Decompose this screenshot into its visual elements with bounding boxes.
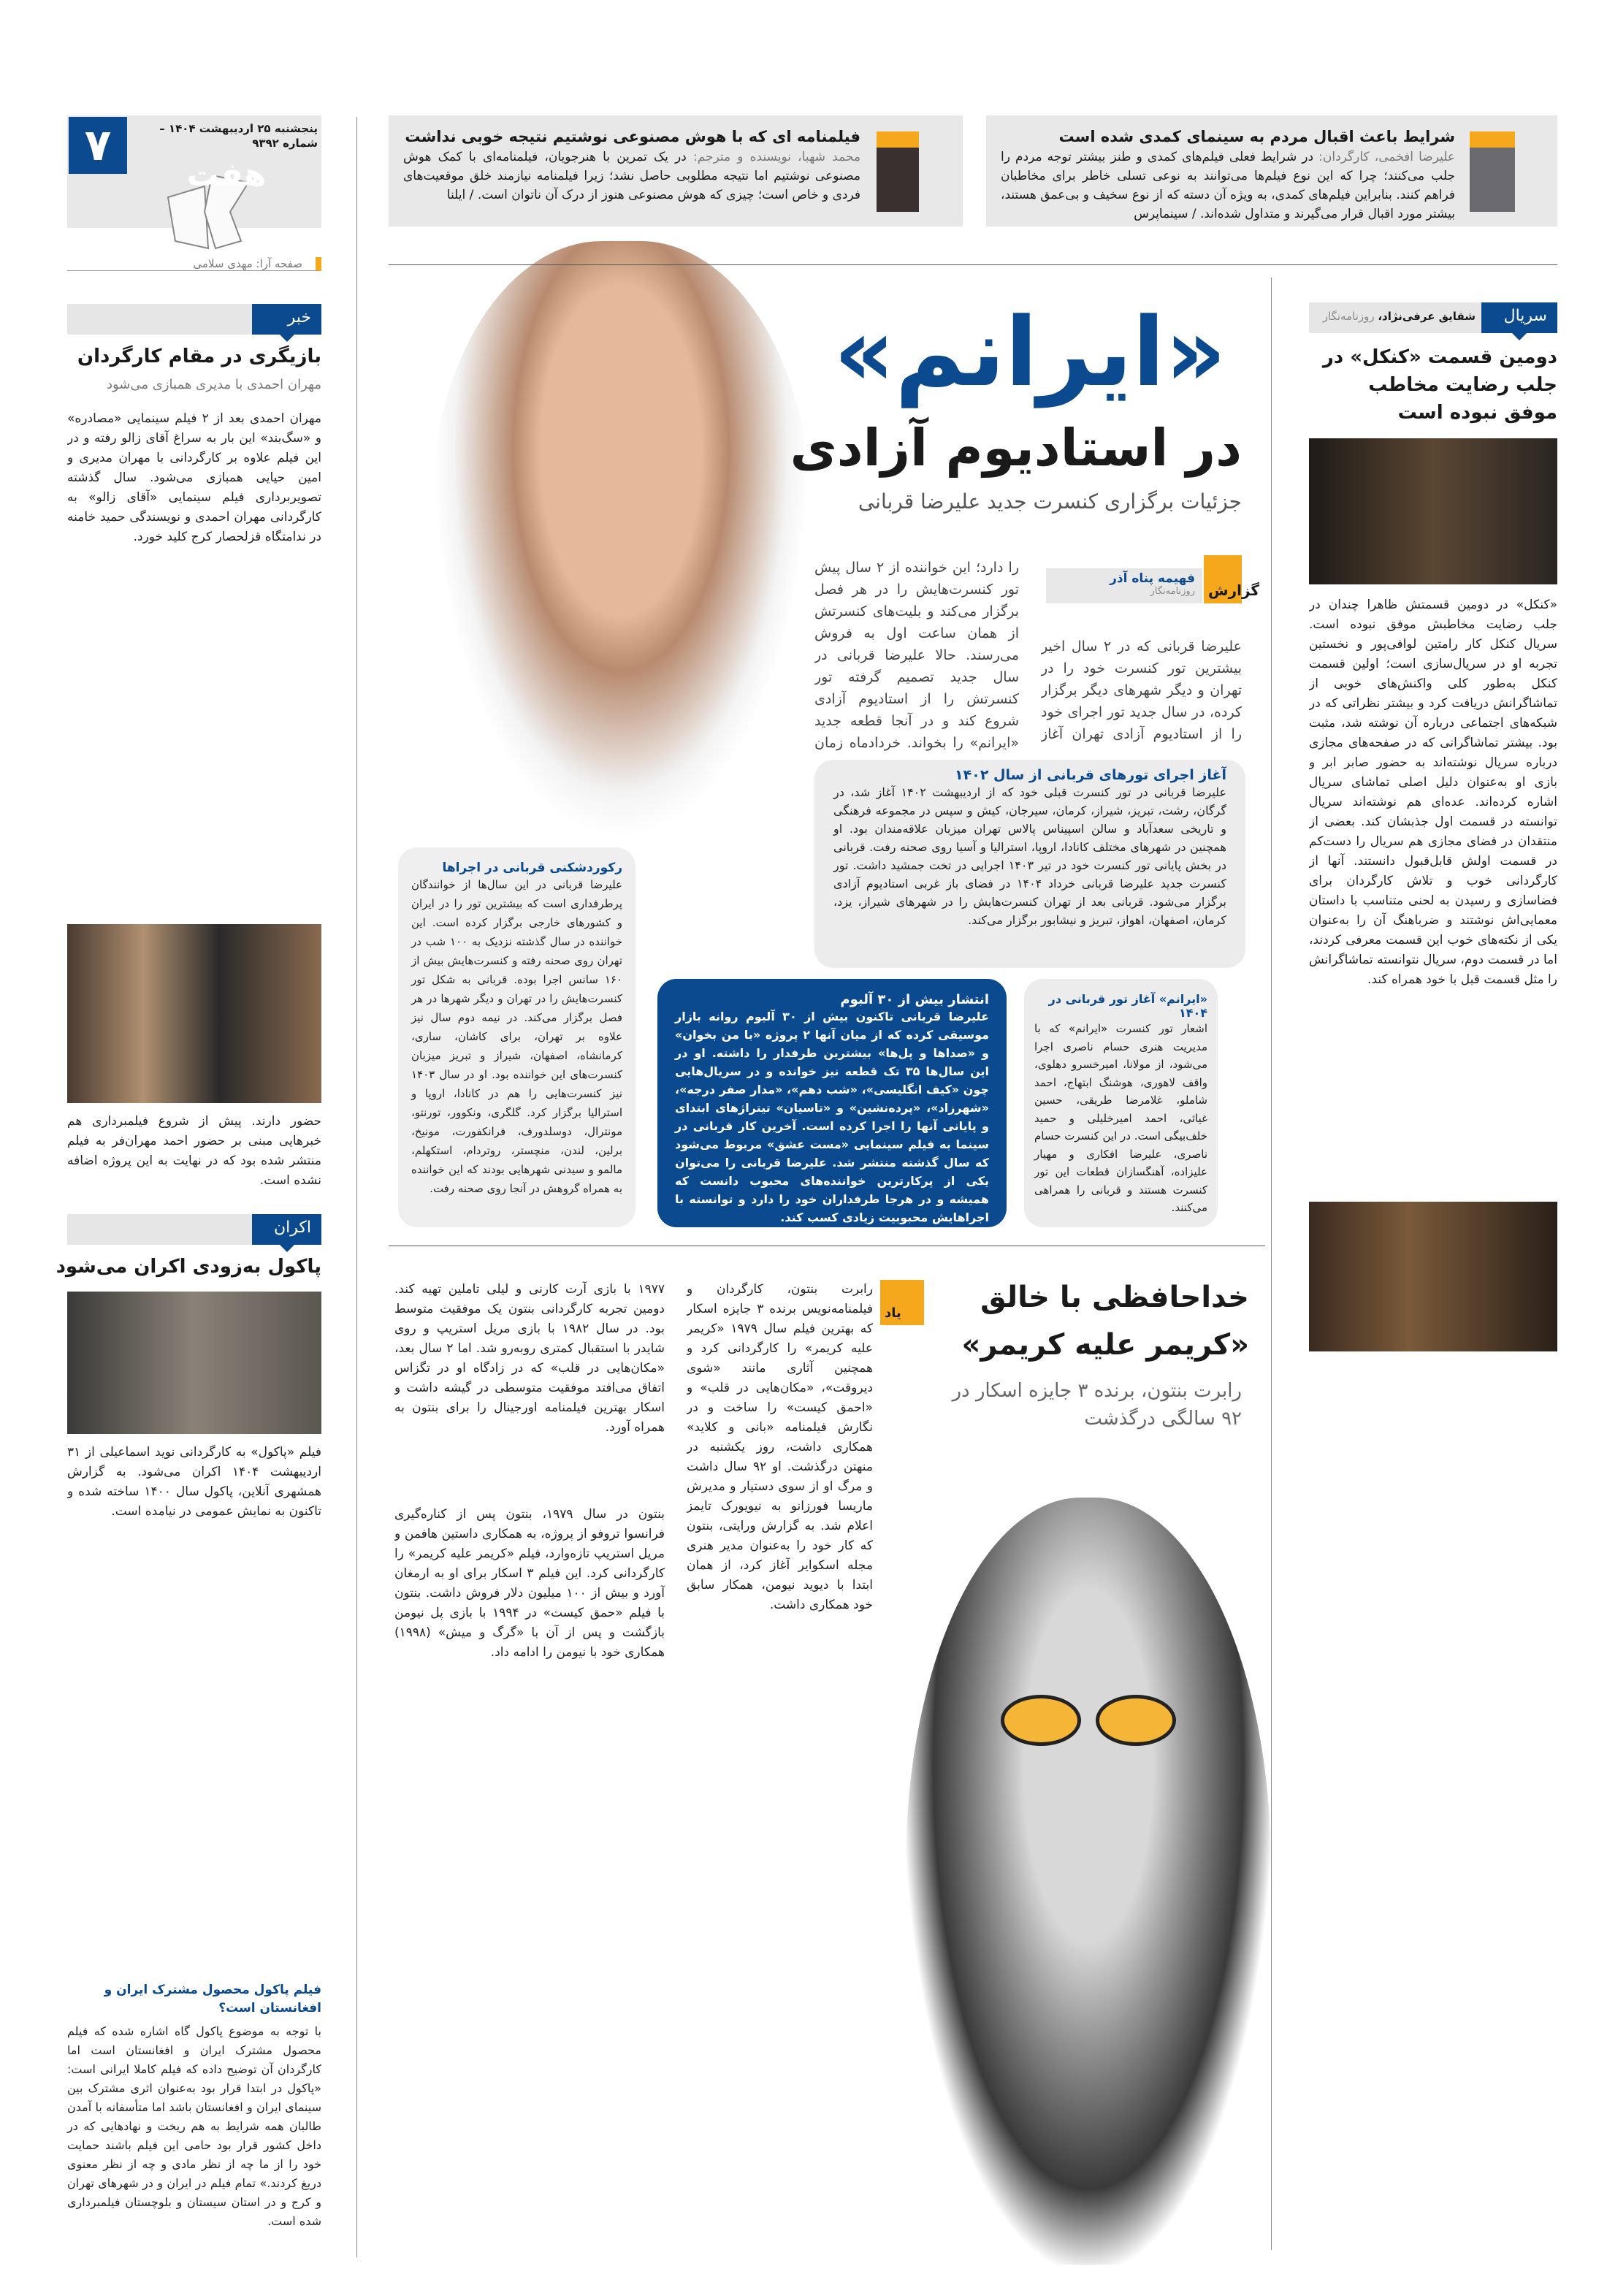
benton-col-1: رابرت بنتون، کارگردان و فیلمنامه‌نویس برنده ۳ جایزه اسکار که بهترین فیلم سال ۱۹۷۹ «کریمر علیه کریمر» را کارگردانی کرد و همچنین آثاری مانند «شوی دیروقت»، «مکان‌هایی در قلب» و «احمق کیست» را ساخت و در نگارش فیلمنامه «بانی و کلاید» همکاری داشت، روز یکشنبه در منهتن درگذشت. او ۹۲ سال داشت و مرگ او از سوی دستیار و مدیرش ماریسا فورزانو به نیویورک تایمز اعلام شد. به گزارش ورایتی، بنتون که کار خود را به‌عنوان مدیر هنری مجله اسکوایر آغاز کرد، از همان ابتدا با دیوید نیومن، همکار سابق خود همکاری داشت. [687, 1282, 873, 1612]
benton-glasses [993, 1695, 1183, 1746]
glasses-lens-icon [1096, 1695, 1176, 1746]
author-name: فهیمه پناه آذر [1110, 571, 1195, 586]
box-text: علیرضا قربانی تاکنون بیش از ۳۰ آلبوم روانه بازار موسیقی کرده که از میان آنها ۲ پروژه «با من بخوان» و «صداها و پل‌ها» بیشترین طرفدار را داشته. او در این سال‌ها ۳۵ تک قطعه نیز خوانده و در سریال‌هایی چون «کیف انگلیسی»، «شب دهم»، «مدار صفر درجه»، «شهرزاد»، «پرده‌نشین» و «تاسیان» تیتراژهای ابتدای و پایانی آنها را اجرا کرده است. آخرین کار قربانی در سینما به فیلم سینمایی «مست عشق» مربوط می‌شود که سال گذشته منتشر شد. علیرضا قربانی را می‌توان یکی از پرکارترین خواننده‌های محبوب دانست که همیشه و در هرجا طرفداران خود را دارد و توانسته با اجراهایش محبوبیت زیادی کسب کند. [675, 1010, 990, 1224]
quote-text: در شرایط فعلی فیلم‌های کمدی و طنز بیشتر توجه مردم را جلب می‌کنند؛ چرا که این نوع فیلم‌ها می‌توانند به نوعی تسلی خاطر برای مخاطبان فراهم کنند. بنابراین فیلم‌های کمدی، به ویژه آن دسته که از نوع سخیف و بی‌عمق هستند، بیشتر مورد اقبال قرار می‌گیرند و متداول شده‌اند. / سینماپرس [1001, 150, 1455, 221]
author-name: شقایق عرفی‌نژاد، [1378, 310, 1476, 323]
screen-tag: اکران [252, 1214, 321, 1245]
robert-benton-photo [906, 1498, 1271, 2265]
afkhami-portrait [1470, 131, 1515, 212]
date-issue: پنجشنبه ۲۵ اردیبهشت ۱۴۰۴ – شماره ۹۳۹۲ [159, 122, 318, 150]
news-tag: خبر [252, 304, 321, 335]
news-ending: حضور دارند. پیش از شروع فیلمبرداری هم خبرهایی مبنی بر حضور احمد مهران‌فر به فیلم منتشر شده بود که در نهایت به این پروژه اضافه نشده است. [67, 1114, 321, 1188]
quote-speaker: علیرضا افخمی، کارگردان: [1318, 150, 1455, 164]
main-headline-2: در استادیوم آزادی [790, 418, 1242, 478]
box-text: علیرضا قربانی در این سال‌ها از خوانندگان پرطرفداری است که بیشترین تور را در ایران و کشورهای خارجی برگزار کرده است. این خواننده در سال گذشته نزدیک به ۱۰۰ شب در تهران روی صحنه رفته و کنسرت‌هایش بیش از ۱۶۰ سانس اجرا بوده. قربانی به شکل تور کنسرت‌هایش را در تهران و دیگر شهرها در هر فصل برگزار می‌کند. در نیمه دوم سال نیز علاوه بر تهران، برای کاشان، ساری، کرمانشاه، اصفهان، شیراز و تبریز میزبان کنسرت‌های این خواننده بود. او در سال ۱۴۰۳ نیز کنسرت‌هایی را هم در کانادا، اروپا و استرالیا برگزار کرد. گلگری، ونکوور، تورنتو، مونترال، دوسلدورف، فرانکفورت، مونیخ، برلین، لندن، منچستر، روتردام، استکهلم، مالمو و سیدنی شهرهایی بودند که این خواننده به همراه گروهش در آنجا روی صحنه رفت. [411, 878, 622, 1195]
serial-headline: دومین قسمت «کنکل» در جلب رضایت مخاطب موفق نبوده است [1322, 346, 1557, 424]
alireza-ghorbani-photo [431, 241, 811, 840]
quote-body [1001, 148, 1455, 224]
screen-box-text: با توجه به موضوع پاکول گاه اشاره شده که فیلم محصول مشترک ایران و افغانستان است اما کارگردان آن توضیح داده که فیلم کاملا ایرانی است: «پاکول در ابتدا قرار بود به‌عنوان اثری مشترک بین سینمای ایران و افغانستان باشد اما متأسفانه با آمدن طالبان همه شرایط به هم ریخت و نهادهایی که در داخل کشور قرار بود حامی این فیلم باشند حمایت خود را از ما چه از نظر مادی و چه از نظر معنوی دریغ کردند.» تمام فیلم در ایران و در شهرهای تهران و کرج و در استان سیستان و بلوچستان فیلمبرداری شده است. [67, 2024, 321, 2228]
news-headline: بازیگری در مقام کارگردان [77, 346, 321, 367]
page-designer: صفحه آرا: مهدی سلامی [67, 257, 321, 271]
benton-headline-1: خداحافظی با خالق [980, 1281, 1249, 1314]
main-col-1: علیرضا قربانی که در ۲ سال اخیر بیشترین تور کنسرت خود را در تهران و دیگر شهرهای دیگر برگزار کرده، در سال جدید تور اجرای خود را از استادیوم آزادی تهران آغاز [1041, 638, 1242, 742]
benton-col-3: ۱۹۷۷ با بازی آرت کارنی و لیلی تاملین تهیه کند. دومین تجربه کارگردانی بنتون یک موفقیت متوسط بود. در سال ۱۹۸۲ با بازی مریل استریپ و روی شایدر با استقبال کمتری روبه‌رو شد. اما ۲ سال بعد، «مکان‌هایی در قلب» که در زادگاه او در تگزاس اتفاق می‌افتد موفقیت متوسطی در گیشه داشت و اسکار بهترین فیلمنامه اورجینال را برای بنتون به همراه آورد. [394, 1282, 665, 1435]
screen-text: فیلم «پاکول» به کارگردانی نوید اسماعیلی از ۳۱ اردیبهشت ۱۴۰۴ اکران می‌شود. به گزارش همشهری آنلاین، پاکول سال ۱۴۰۰ ساخته شده و تاکنون به نمایش عمومی در نیامده است. [67, 1445, 321, 1519]
box-title: رکوردشکنی قربانی در اجراها [442, 861, 622, 875]
column-divider [1271, 278, 1272, 2250]
benton-col-2: بنتون در سال ۱۹۷۹، بنتون پس از کناره‌گیری فرانسوا تروفو از پروژه، به همکاری داستین هافمن و مریل استریپ تازه‌وارد، فیلم «کریمر علیه کریمر» را کارگردانی کرد. این فیلم ۳ اسکار برای او به ارمغان آورد و بیش از ۱۰۰ میلیون دلار فروش داشت. بنتون با فیلم «حمق کیست» در ۱۹۹۴ با بازی پل نیومن بازگشت و پس از آن با «گرگ و میش» (۱۹۹۸) همکاری خود با نیومن را ادامه داد. [394, 1507, 665, 1660]
quote-speaker: محمد شهبا، نویسنده و مترجم: [692, 150, 860, 164]
box-text: اشعار تور کنسرت «ایرانم» که با مدیریت هنری حسام ناصری اجرا می‌شود، از مولانا، امیرخسرو دهلوی، واقف لاهوری، هوشنگ ابتهاج، احمد شاملو، غلامرضا طریقی، حسین غیاثی، احمد امیرخلیلی و حمید خلف‌بیگی است. در این کنسرت حسام ناصری، علیرضا افکاری و مهیار علیزاده، آهنگسازان قطعات این تور کنسرت هستند و قربانی را همراهی می‌کنند. [1034, 1022, 1207, 1214]
serial-still-photo-2 [1309, 1202, 1557, 1351]
kicker-memorial: یاد [880, 1280, 924, 1325]
screen-headline: پاکول به‌زودی اکران می‌شود [56, 1256, 321, 1278]
quote-body [403, 148, 860, 205]
byline [1046, 568, 1202, 603]
main-col-2: را دارد؛ این خواننده از ۲ سال پیش تور کنسرت‌هایش را در هر فصل برگزار می‌کند و بلیت‌های کنسرتش از همان ساعت اول به فروش می‌رسند. حالا علیرضا قربانی در سال جدید تصمیم گرفته تور کنسرتش را از استادیوم آزادی شروع کند و در آنجا قطعه جدید «ایرانم» را بخواند. خردادماه زمان [814, 560, 1019, 751]
top-rule [389, 264, 1557, 265]
box-albums [657, 979, 1007, 1227]
box-title: انتشار بیش از ۳۰ آلبوم [840, 992, 989, 1007]
screen-box-title: فیلم پاکول محصول مشترک ایران و افغانستان است؟ [104, 1983, 321, 2015]
main-headline-1: «ایرانم» [833, 297, 1226, 408]
benton-headline-2: «کریمر علیه کریمر» [961, 1328, 1249, 1362]
pakool-still-photo [67, 1292, 321, 1434]
news-text: مهران احمدی بعد از ۲ فیلم سینمایی «مصادره» و «سگ‌بند» این بار به سراغ آقای زالو رفته و در این فیلم علاوه بر کارگردانی با مهران مدیری و امین حیایی همبازی می‌شود. سال گذشته تصویربرداری فیلم سینمایی «آقای زالو» به کارگردانی مهران احمدی و نویسندگی حمید خامنه در ندامتگاه قزلحصار کرج کلید خورد. [67, 411, 321, 544]
serial-byline [1315, 310, 1476, 323]
column-divider [356, 117, 357, 2257]
quote-text: در یک تمرین با هنرجویان، فیلمنامه‌ای با کمک هوش مصنوعی نوشتیم اما نتیجه مطلوبی حاصل نشد؛ زیرا فیلمنامه نیازمند خلق موقعیت‌های فردی و خاص است؛ چیزی که هوش مصنوعی هنوز از درک آن ناتوان است. / ایلنا [403, 150, 860, 202]
news-actors-photo [67, 924, 321, 1103]
box-iranam [1024, 979, 1218, 1227]
box-tours [814, 760, 1245, 968]
news-subhead: مهران احمدی با مدیری همبازی می‌شود [106, 377, 321, 392]
author-role: روزنامه‌نگار [1322, 310, 1375, 323]
quote-title: شرایط باعث اقبال مردم به سینمای کمدی شده است [1058, 128, 1455, 145]
serial-tag: سریال [1481, 302, 1557, 333]
serial-still-photo [1309, 438, 1557, 584]
author-role: روزنامه‌نگار [1150, 586, 1195, 597]
benton-subhead: رابرت بنتون، برنده ۳ جایزه اسکار در ۹۲ سالگی درگذشت [952, 1380, 1242, 1430]
box-title: «ایرانم» آغاز تور قربانی در ۱۴۰۴ [1048, 992, 1207, 1020]
quote-title: فیلمنامه ای که با هوش مصنوعی نوشتیم نتیجه خوبی نداشت [405, 128, 860, 145]
box-title: آغاز اجرای تورهای قربانی از سال ۱۴۰۲ [955, 767, 1226, 783]
section-logo: هفت [186, 156, 267, 194]
glasses-lens-icon [1001, 1695, 1081, 1746]
main-subhead: جزئیات برگزاری کنسرت جدید علیرضا قربانی [858, 489, 1242, 514]
kicker-report: گزارش [1204, 555, 1242, 603]
page-number: ۷ [69, 117, 127, 174]
box-records [398, 847, 635, 1227]
shahba-portrait [877, 131, 919, 212]
serial-text: «کنکل» در دومین قسمتش ظاهرا چندان در جلب رضایت مخاطبش موفق نبوده است. سریال کنکل کار رامتین لوافی‌پور و نخستین تجربه او در سریال‌سازی است؛ اولین قسمت کنکل به‌طور کلی واکنش‌های خوبی از تماشاگرانش دریافت کرد و بیشتر نظراتی که در شبکه‌های اجتماعی درباره آن نوشته شد، مثبت بود. بیشتر تماشاگرانی که در صفحه‌های مجازی درباره سریال نوشته‌اند به حضور صابر ابر و بازی او به‌عنوان دلیل اصلی تماشای سریال اشاره کرده‌اند. عده‌ای هم نوشته‌اند سریال توانسته در قسمت اول جذبشان کند. بعضی از منتقدان در فضای مجازی هم سریال را دست‌کم در قسمت اولش قابل‌قبول دانستند. آنها از کارگردانی خوب و تلاش کارگردان برای فضاسازی و رسیدن به لحنی متناسب با داستان معمایی‌اش نوشتند و ضرباهنگ آن را به‌عنوان یکی از نکته‌های خوب این قسمت معرفی کردند، اما در قسمت دوم، سریال نتوانسته تماشاگرانش را مثل قسمت قبل با خود همراه کند. [1309, 598, 1557, 987]
box-text: علیرضا قربانی در تور کنسرت قبلی خود که از اردیبهشت ۱۴۰۲ آغاز شد، در گرگان، رشت، تبریز، شیراز، کرمان، سیرجان، کیش و سپس در مجموعه فرهنگی و تاریخی سعدآباد و سالن اسپیناس پالاس تهران میزبان علاقه‌مندان بود. او همچنین در شهرهای مختلف کانادا، اروپا، استرالیا و آسیا روی صحنه رفت. قربانی در بخش پایانی تور کنسرت خود در تیر ۱۴۰۳ اجرایی در تخت جمشید داشت. تور کنسرت جدید علیرضا قربانی خرداد ۱۴۰۴ در فضای باز غربی استادیوم آزادی برگزار می‌شود. قربانی بعد از تهران کنسرت‌هایش را در شهرهای شیراز، یزد، کرمان، اصفهان، اهواز، تبریز و نیشابور برگزار می‌کند. [833, 785, 1227, 927]
